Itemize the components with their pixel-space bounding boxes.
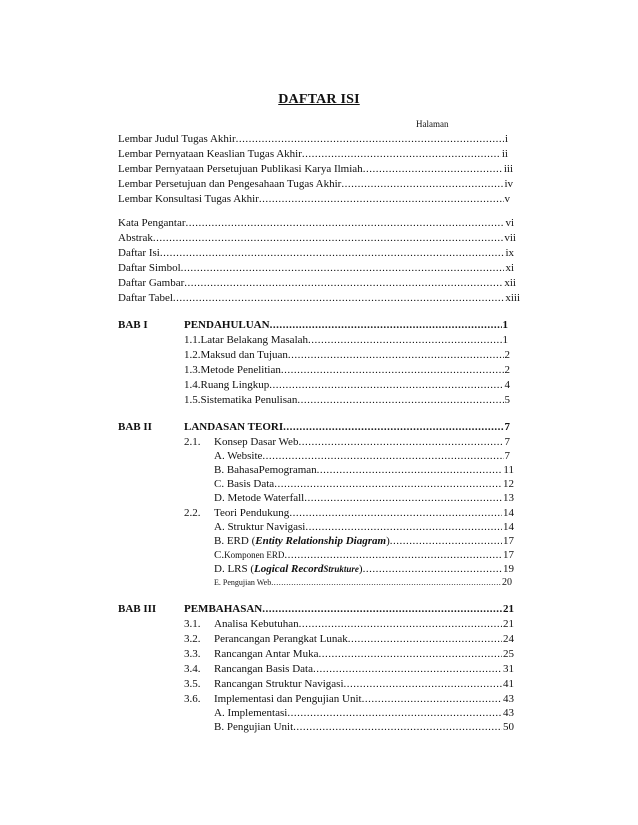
section-entry[interactable]: 3.2. Perancangan Perangkat Lunak ..... 24 — [184, 632, 514, 647]
section-entry[interactable]: 3.5. Rancangan Struktur Navigasi ..... 41 — [184, 677, 514, 692]
chapter-number: BAB I — [118, 319, 148, 331]
toc-entry[interactable]: A. Struktur Navigasi ..... 14 — [214, 520, 514, 535]
toc-entry[interactable]: Daftar Simbol ..... xi — [118, 261, 514, 276]
toc-entry[interactable]: Kata Pengantar ..... vi — [118, 216, 514, 231]
toc-entry[interactable]: E. Pengujian Web ..... 20 — [214, 575, 512, 590]
toc-entry[interactable]: Lembar Pernyataan Keaslian Tugas Akhir ..... ii — [118, 147, 508, 162]
toc-entry[interactable]: Lembar Persetujuan dan Pengesahaan Tugas Akhir ..... iv — [118, 177, 513, 192]
toc-entry[interactable]: B. BahasaPemograman ..... 11 — [214, 463, 514, 478]
toc-entry[interactable]: Abstrak ..... vii — [118, 231, 516, 246]
toc-entry[interactable]: Daftar Isi ..... ix — [118, 246, 514, 261]
section-entry[interactable]: 3.1. Analisa Kebutuhan ..... 21 — [184, 617, 514, 632]
toc-entry[interactable]: B. ERD ( Entity Relationship Diagram ) ..... 17 — [214, 534, 514, 549]
chapter-number: BAB II — [118, 421, 152, 433]
toc-entry[interactable]: A. Implementasi ..... 43 — [214, 706, 514, 721]
toc-entry[interactable]: Lembar Judul Tugas Akhir ..... i — [118, 132, 508, 147]
chapter-entry[interactable]: PENDAHULUAN ..... 1 — [184, 318, 508, 333]
page-title: DAFTAR ISI — [278, 92, 360, 107]
chapter-entry[interactable]: PEMBAHASAN ..... 21 — [184, 602, 514, 617]
toc-entry[interactable]: Daftar Gambar ..... xii — [118, 276, 516, 291]
toc-entry[interactable]: 1.3.Metode Penelitian ..... 2 — [184, 363, 510, 378]
toc-entry[interactable]: A. Website ..... 7 — [214, 449, 510, 464]
toc-entry[interactable]: 1.5.Sistematika Penulisan ..... 5 — [184, 393, 510, 408]
toc-entry[interactable]: Lembar Konsultasi Tugas Akhir ..... v — [118, 192, 510, 207]
toc-entry[interactable]: C. Komponen ERD ..... 17 — [214, 548, 514, 563]
toc-entry[interactable]: 1.2.Maksud dan Tujuan ..... 2 — [184, 348, 510, 363]
chapter-number: BAB III — [118, 603, 157, 615]
section-entry[interactable]: 3.6. Implementasi dan Pengujian Unit ..... 43 — [184, 692, 514, 707]
section-entry[interactable]: 2.2. Teori Pendukung ..... 14 — [184, 506, 514, 521]
section-entry[interactable]: 3.4. Rancangan Basis Data ..... 31 — [184, 662, 514, 677]
section-entry[interactable]: 2.1. Konsep Dasar Web ..... 7 — [184, 435, 510, 450]
toc-entry[interactable]: 1.1.Latar Belakang Masalah ..... 1 — [184, 333, 508, 348]
toc-entry[interactable]: D. LRS ( Logical Record Strukture ) ..... 19 — [214, 562, 514, 577]
chapter-entry[interactable]: LANDASAN TEORI ..... 7 — [184, 420, 510, 435]
section-entry[interactable]: 3.3. Rancangan Antar Muka ..... 25 — [184, 647, 514, 662]
toc-entry[interactable]: B. Pengujian Unit ..... 50 — [214, 720, 514, 735]
toc-entry[interactable]: Lembar Pernyataan Persetujuan Publikasi Karya Ilmiah ..... iii — [118, 162, 513, 177]
toc-entry[interactable]: Daftar Tabel ..... xiii — [118, 291, 520, 306]
halaman-label: Halaman — [416, 119, 449, 129]
toc-entry[interactable]: C. Basis Data ..... 12 — [214, 477, 514, 492]
toc-entry[interactable]: D. Metode Waterfall ..... 13 — [214, 491, 514, 506]
toc-entry[interactable]: 1.4.Ruang Lingkup ..... 4 — [184, 378, 510, 393]
